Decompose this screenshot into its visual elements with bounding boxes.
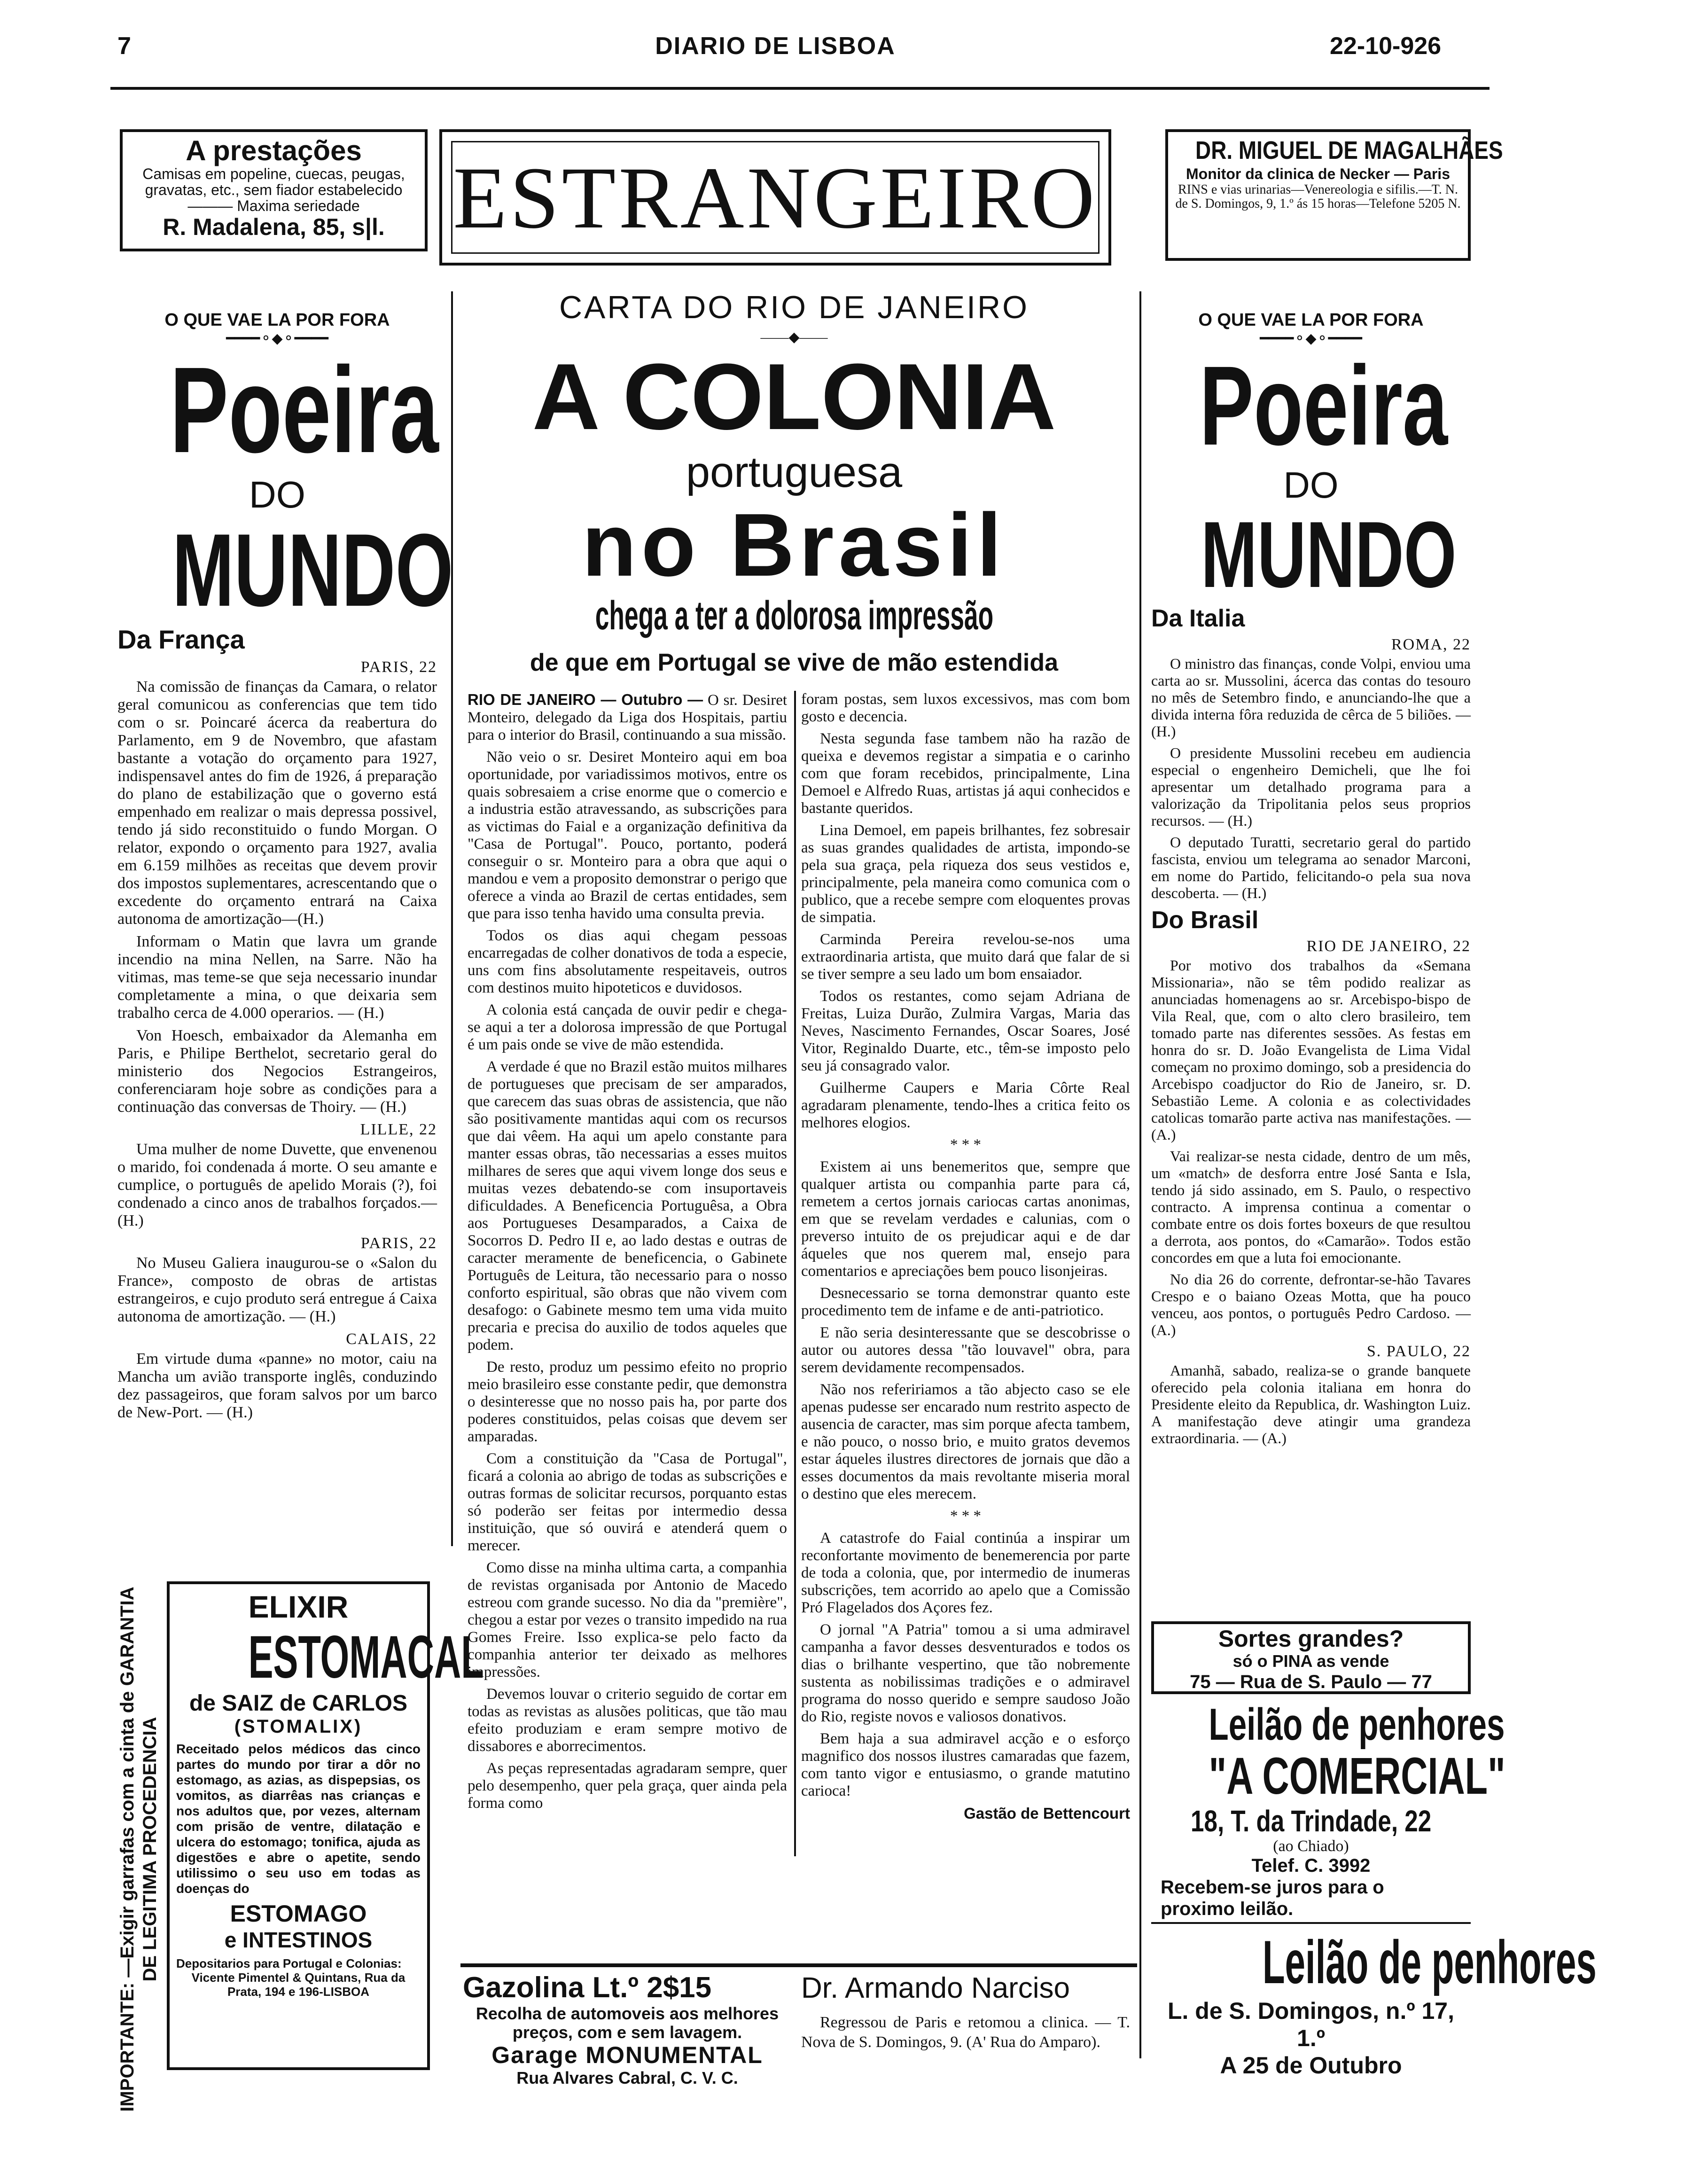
right-title-do: DO (1283, 464, 1339, 506)
center-kicker: CARTA DO RIO DE JANEIRO (559, 289, 1029, 325)
ad-doctor-role: Monitor da clinica de Necker — Paris (1186, 165, 1450, 182)
left-title-do: DO (249, 474, 305, 516)
ad-separator (1151, 1922, 1471, 1924)
right-item: S. PAULO, 22 Amanhã, sabado, realiza-se o grande banquete oferecido pela colonia italiana em honra do Presidente eleito da Republica, dr. Washington Luiz. A manifestação deve atingir uma grandeza extraordinaria. — (A.) (1151, 1343, 1471, 1446)
ad-comercial-l5: Telef. C. 3992 (1251, 1855, 1371, 1876)
article-lead: RIO DE JANEIRO — Outubro — (468, 691, 703, 708)
left-item: Informam o Matin que lavra um grande incendio na mina Nellen, na Sarre. Não ha vitimas, mas teme-se que seja necessario inundar completamente a mina, o que deixaria sem trabalho cerca de 4.000 operarios. — (H.) (117, 933, 437, 1022)
ad-leilao2-l1: Leilão de penhores (1262, 1928, 1597, 1996)
headline-dolorosa: chega a ter a dolorosa impressão (595, 593, 993, 638)
ad-doctor-name: DR. MIGUEL DE MAGALHÃES (1195, 136, 1503, 164)
right-item: RIO DE JANEIRO, 22 Por motivo dos trabalhos da «Semana Missionaria», não se têm podido realizar as anunciadas homenagens ao sr. Arcebispo-bispo de Vila Real, que, com o alto clero brasileiro, tem tomado parte nas diferentes sessões. As festas em honra do sr. D. João Evangelista de Lima Vidal começam no proximo domingo, sob a presidencia do Arcebispo coadjuctor do Rio de Janeiro, sr. D. Sebastião Leme. A colonia e as colectividades catolicas tomarão parte activa nas manifestações. — (A.) (1151, 938, 1471, 1143)
right-items-italia (1151, 636, 1471, 901)
ad-elixir-side-text: IMPORTANTE: —Exigir garrafas com a cinta de GARANTIA DE LEGITIMA PROCEDENCIA (117, 1587, 160, 2112)
ad-elixir-body: Receitado pelos médicos das cinco partes do mundo por tirar a dôr no estomago, as azias, as dispepsias, os vomitos, as diarrêas nas crianças e nos adultos que, por vezes, alternam com prisão de ventre, dilatação e ulcera do estomago; tonifica, ajuda as digestões e abre o apetite, sendo utilissimo o seu uso em todas as doenças do (176, 1742, 421, 1896)
center-col1: RIO DE JANEIRO — Outubro — O sr. Desiret Monteiro, delegado da Liga dos Hospitais, partiu para o interior do Brasil, continuando a sua missão. Não veio o sr. Desiret Monteiro aqui em boa oportunidade, por variadissimos motivos, entre os quais sobresaiem a crise enorme que o comercio e a industria estão atravessando, as subscrições para as victimas do Faial e a organização definitiva da "Casa de Portugal". Pouco, portanto, poderá conseguir o sr. Monteiro para a obra que aqui o mandou e vem a proposito demonstrar o perigo que oferece a vinda ao Brazil de certas entidades, sem que para isso tenha havido uma consulta previa. Todos os dias aqui chegam pessoas encarregadas de colher donativos de toda a especie, uns com fins absolutamente respeitaveis, outros com destinos muito hipoteticos e duvidosos. A colonia está cançada de ouvir pedir e chega-se aqui a ter a dolorosa impressão de que Portugal é um pais onde se vive de mão estendida. A verdade é que no Brazil estão muitos milhares de portugueses que precisam de ser amparados, que carecem das suas obras de assistencia, que não são positivamente mantidas aqui com os recursos que dai vêem. Ha aqui um apelo constante para manter essas obras, tão necessarias a esses muitos milhares de seres que aqui vivem longe dos seus e muitas vezes debatendo-se com insuportaveis dificuldades. A Beneficencia Portuguêsa, a Obra aos Portugueses Desamparados, a Caixa de Socorros D. Pedro II e, ao lado destas e outras de caracter meramente de beneficencia, o Gabinete Português de Leitura, tão necessario para o nosso conforto espiritual, são obras que não vivem com desafogo: o Gabinete mesmo tem uma vida muito precaria e precisa do auxilio de todos aqueles que podem. De resto, produz um pessimo efeito no proprio meio brasileiro esse constante pedir, que demonstra o desinteresse que no nosso pais ha, por parte dos poderes constituidos, pelas coisas que devem ser amparadas. Com a constituição da "Casa de Portugal", ficará a colonia ao abrigo de todas as subscrições e outras formas de solicitar recursos, porquanto estas só poderão ser feitas por intermedio dessa instituição, que só ouvirá e atenderá quem o merecer. Como disse na minha ultima carta, a companhia de revistas organisada por Antonio de Macedo estreou com grande sucesso. No dia da "première", chegou a estar por vezes o transito impedido na rua Gomes Freire. Isso explica-se pelo facto da companhia anterior ter deixado as melhores impressões. Devemos louvar o criterio seguido de cortar em todas as revistas as alusões politicas, que tão mau efeito produziam e eram sempre motivo de dissabores e aborrecimentos. As peças representadas agradaram sempre, quer pelo desempenho, quer pela graça, quer ainda pela forma como (468, 691, 788, 1812)
right-subhead-brasil: Do Brasil (1151, 907, 1259, 934)
ad-comercial-l1: Leilão de penhores (1209, 1699, 1505, 1750)
issue-date: 22-10-926 (1330, 32, 1442, 60)
center-col2: foram postas, sem luxos excessivos, mas com bom gosto e decencia. Nesta segunda fase tambem não ha razão de queixa e devemos registar a simpatia e o carinho com que foram recebidos, principalmente, Lina Demoel e Alfredo Ruas, artistas já aqui conhecidos e bastante queridos. Lina Demoel, em papeis brilhantes, fez sobresair as suas grandes qualidades de artista, impondo-se pela sua graça, pela riqueza dos seus vestidos e, principalmente, pela maneira como comunica com o publico, que a recebe sempre com eloquentes provas de simpatia. Carminda Pereira revelou-se-nos uma extraordinaria artista, que muito dará que falar de si se tiver sempre a seu lado um bom ensaiador. Todos os restantes, como sejam Adriana de Freitas, Luiza Durão, Zulmira Vargas, Maria das Neves, Nascimento Fernandes, Oscar Soares, José Vitor, Reginaldo Duarte, etc., têm-se imposto pelo seu já consagrado valor. Guilherme Caupers e Maria Côrte Real agradaram plenamente, tendo-lhes a critica feito os melhores elogios. * * * Existem ai uns benemeritos que, sempre que qualquer artista ou companhia parte para cá, remetem a certos jornais cariocas cartas anonimas, em que se revelam verdades e calunias, com o preverso intuito de os prejudicar aqui e de dar áqueles que nos querem mal, ensejo para comentarios e apreciações bem pouco lisonjeiras. Desnecessario se torna demonstrar quanto este procedimento tem de infame e de anti-patriotico. E não seria desinteressante que se descobrisse o autor ou autores dessa "tão louvavel" obra, para serem devidamente recompensados. Não nos refeririamos a tão abjecto caso se ele apenas pudesse ser encarado num restrito aspecto de ausencia de caracter, mas sim porque afecta tambem, e não pouco, o nosso brio, e muito gratos devemos estar áqueles ilustres directores de jornais que dão a esses documentos da mais revoltante miseria moral o destino que eles merecem. * * * A catastrofe do Faial continúa a inspirar um reconfortante movimento de benemerencia por parte de toda a colonia, que, por intermedio de inumeras subscrições, tem acorrido ao apelo que a Comissão Pró Flagelados dos Açores fez. O jornal "A Patria" tomou a si uma admiravel campanha a favor desses desventurados e todos os dias o brilhante vespertino, que tão nobremente sustenta as nobilissimas tradições e o admiravel programa do nosso querido e sempre saudoso João do Rio, registe novos e valiosos donativos. Bem haja a sua admiravel acção e o esforço magnifico dos nossos ilustres camaradas que fazem, com tanto vigor e entusiasmo, o grande matutino carioca! Gastão de Bettencourt (801, 691, 1130, 1822)
ad-prestacoes-text: Camisas em popeline, cuecas, peugas, gravatas, etc., sem fiador estabelecido ——— Maxima seriedade (142, 165, 405, 214)
ad-comercial-l6: Recebem-se juros para o proximo leilão. (1161, 1877, 1384, 1919)
left-item: CALAIS, 22 Em virtude duma «panne» no motor, caiu na Mancha um avião transporte inglês, conduzindo dez passageiros, que foram salvos por um barco de New-Port. — (H.) (117, 1330, 437, 1421)
left-title-poeira: Poeira (170, 342, 439, 478)
ad-elixir-sidebar (113, 1579, 164, 2119)
headline-portuguesa: portuguesa (686, 448, 903, 496)
ad-comercial-l4: (ao Chiado) (1273, 1837, 1349, 1855)
right-kicker: O QUE VAE LA POR FORA (1198, 310, 1424, 330)
left-item: PARIS, 22 No Museu Galiera inaugurou-se o «Salon du France», composto de obras de artistas estrangeiros, e cujo produto será entregue á Caixa autonoma de amortização. — (H.) (117, 1235, 437, 1325)
ad-doctor (1165, 129, 1503, 261)
column-rule-mid (794, 691, 796, 1856)
ad-elixir-t1: ELIXIR (248, 1589, 349, 1624)
ad-leilao2-l2: L. de S. Domingos, n.º 17, 1.º (1167, 1998, 1454, 2051)
column-rule-left (451, 291, 453, 1546)
ad-prestacoes-address: R. Madalena, 85, s|l. (163, 214, 385, 240)
left-column (117, 310, 453, 1426)
ornament: ━━━━⚬◆⚬━━━━ (226, 331, 328, 346)
article-signature: Gastão de Bettencourt (964, 1805, 1130, 1822)
ad-armando (801, 1971, 1130, 2052)
headline-mao-estendida: de que em Portugal se vive de mão estendida (530, 649, 1059, 676)
right-item: O presidente Mussolini recebeu em audiencia especial o engenheiro Demicheli, que lhe foi apresentar um detalhado programa para a valorização da Tripolitania pelos seus proprios recursos. — (H.) (1151, 744, 1471, 829)
ad-sortes-l3: 75 — Rua de S. Paulo — 77 (1190, 1672, 1432, 1692)
headline-dolorosa-wrap (465, 590, 1123, 641)
ad-prestacoes (120, 129, 428, 251)
bottom-ads-rule (460, 1963, 1137, 1967)
right-item: ROMA, 22 O ministro das finanças, conde Volpi, enviou uma carta ao sr. Mussolini, ácerca das contas do tesouro no mês de Setembro findo, e anunciando-lhe que a divida interna fôra reduzida de cêrca de 5 biliões. — (H.) (1151, 636, 1471, 740)
headline-colonia: A COLONIA (532, 344, 1056, 449)
headline-brasil: no Brasil (582, 495, 1006, 595)
left-title-mundo: MUNDO (172, 512, 453, 628)
newspaper-name: DIARIO DE LISBOA (655, 32, 896, 60)
ad-armando-l1: Dr. Armando Narciso (801, 1972, 1070, 2004)
ad-elixir-dep: Depositarios para Portugal e Colonias: (176, 1956, 402, 1970)
left-item: Von Hoesch, embaixador da Alemanha em Paris, e Philipe Berthelot, secretario geral do ministerio dos Negocios Estrangeiros, conferenciaram hoje sobre as condições para a continuação das conversas de Thoiry. — (H.) (117, 1027, 437, 1116)
ornament: ━━━━⚬◆⚬━━━━ (1260, 331, 1362, 346)
left-kicker: O QUE VAE LA POR FORA (164, 310, 390, 330)
ad-elixir-t2: ESTOMACAL (248, 1624, 484, 1691)
left-items (117, 658, 437, 1422)
ad-gazolina-l3: Garage MONUMENTAL (491, 2042, 763, 2068)
right-column (1151, 310, 1471, 1451)
center-ornament: ——◆—— (760, 329, 828, 345)
ad-gazolina (463, 1971, 792, 2088)
ad-elixir-t3: de SAIZ de CARLOS (189, 1691, 408, 1716)
ad-elixir-t5: ESTOMAGO (230, 1900, 367, 1927)
right-items-brasil (1151, 938, 1471, 1446)
ad-leilao2-l3: A 25 de Outubro (1220, 2052, 1402, 2079)
section-banner-label: ESTRANGEIRO (453, 148, 1098, 247)
ad-comercial (1151, 1699, 1505, 1920)
left-item: PARIS, 22 Na comissão de finanças da Camara, o relator geral comunicou as conferencias que tem tido com o sr. Poincaré ácerca da reabertura do Parlamento, em 9 de Novembro, que afastam bastante a votação do orçamento para 1927, indispensavel antes do fim de 1926, á preparação do plano de estabilização que o governo está empenhado em realizar o mais depressa possivel, tendo já sido reconstituido o fundo Morgan. O relator, expondo o orçamento para 1927, avalia em 6.159 milhões as receitas que devem provir dos impostos suplementares, acrescentando que o excedente do orçamento entrará na Caixa autonoma de amortização—(H.) (117, 658, 437, 928)
left-subhead: Da França (117, 625, 245, 654)
section-banner (439, 129, 1111, 266)
ad-comercial-l2: "A COMERCIAL" (1209, 1747, 1505, 1805)
ad-prestacoes-title: A prestações (186, 135, 362, 166)
ad-gazolina-l4: Rua Alvares Cabral, C. V. C. (516, 2068, 738, 2087)
ad-doctor-text: RINS e vias urinarias—Venereologia e sifilis.—T. N. de S. Domingos, 9, 1.º ás 15 horas—Telefone 5205 N. (1175, 182, 1461, 211)
page-number: 7 (117, 32, 131, 60)
ad-sortes (1151, 1621, 1471, 1694)
ad-sortes-l2: só o PINA as vende (1232, 1651, 1389, 1671)
ad-sortes-l1: Sortes grandes? (1218, 1626, 1404, 1652)
ad-comercial-l3: 18, T. da Trindade, 22 (1190, 1804, 1432, 1838)
column-rule-right (1139, 291, 1141, 2058)
ad-gazolina-l2: Recolha de automoveis aos melhores preços, com e sem lavagem. (476, 2004, 779, 2042)
header-rule (110, 87, 1490, 90)
ad-leilao2 (1151, 1927, 1597, 2079)
ad-elixir-t6: e INTESTINOS (224, 1928, 373, 1952)
right-title-mundo: MUNDO (1201, 502, 1457, 607)
right-subhead-italia: Da Italia (1151, 605, 1245, 632)
left-item: LILLE, 22 Uma mulher de nome Duvette, que envenenou o marido, foi condenada á morte. O seu amante e cumplice, o português de apelido Morais (?), foi condenado a cinco anos de trabalhos forçados.—(H.) (117, 1121, 437, 1229)
ad-armando-l2: Regressou de Paris e retomou a clinica. — T. Nova de S. Domingos, 9. (A' Rua do Amparo). (801, 2014, 1130, 2051)
ad-elixir (167, 1581, 484, 2070)
right-title-poeira: Poeira (1199, 343, 1448, 469)
right-item: O deputado Turatti, secretario geral do partido fascista, enviou um telegrama ao senador Marconi, em nome do Partido, felicitando-o pela sua nova descoberta. — (H.) (1151, 834, 1471, 901)
right-item: Vai realizar-se nesta cidade, dentro de um mês, um «match» de desforra entre José Santa e Isla, tendo já sido assinado, em S. Paulo, o respectivo contracto. A imprensa continua a comentar o combate entre os dois fortes boxeurs de que resultou a derrota, aos pontos, do «Camarão». Todos estão concordes em que a luta foi emocionante. (1151, 1148, 1471, 1266)
right-item: No dia 26 do corrente, defrontar-se-hão Tavares Crespo e o baiano Ozeas Motta, que ha pouco venceu, aos pontos, o português Pedro Cardoso. — (A.) (1151, 1271, 1471, 1338)
ad-elixir-t4: (STOMALIX) (234, 1716, 363, 1737)
ad-gazolina-l1: Gazolina Lt.º 2$15 (463, 1971, 712, 2004)
ad-elixir-dep2: Vicente Pimentel & Quintans, Rua da Prata, 194 e 196-LISBOA (191, 1970, 406, 1999)
